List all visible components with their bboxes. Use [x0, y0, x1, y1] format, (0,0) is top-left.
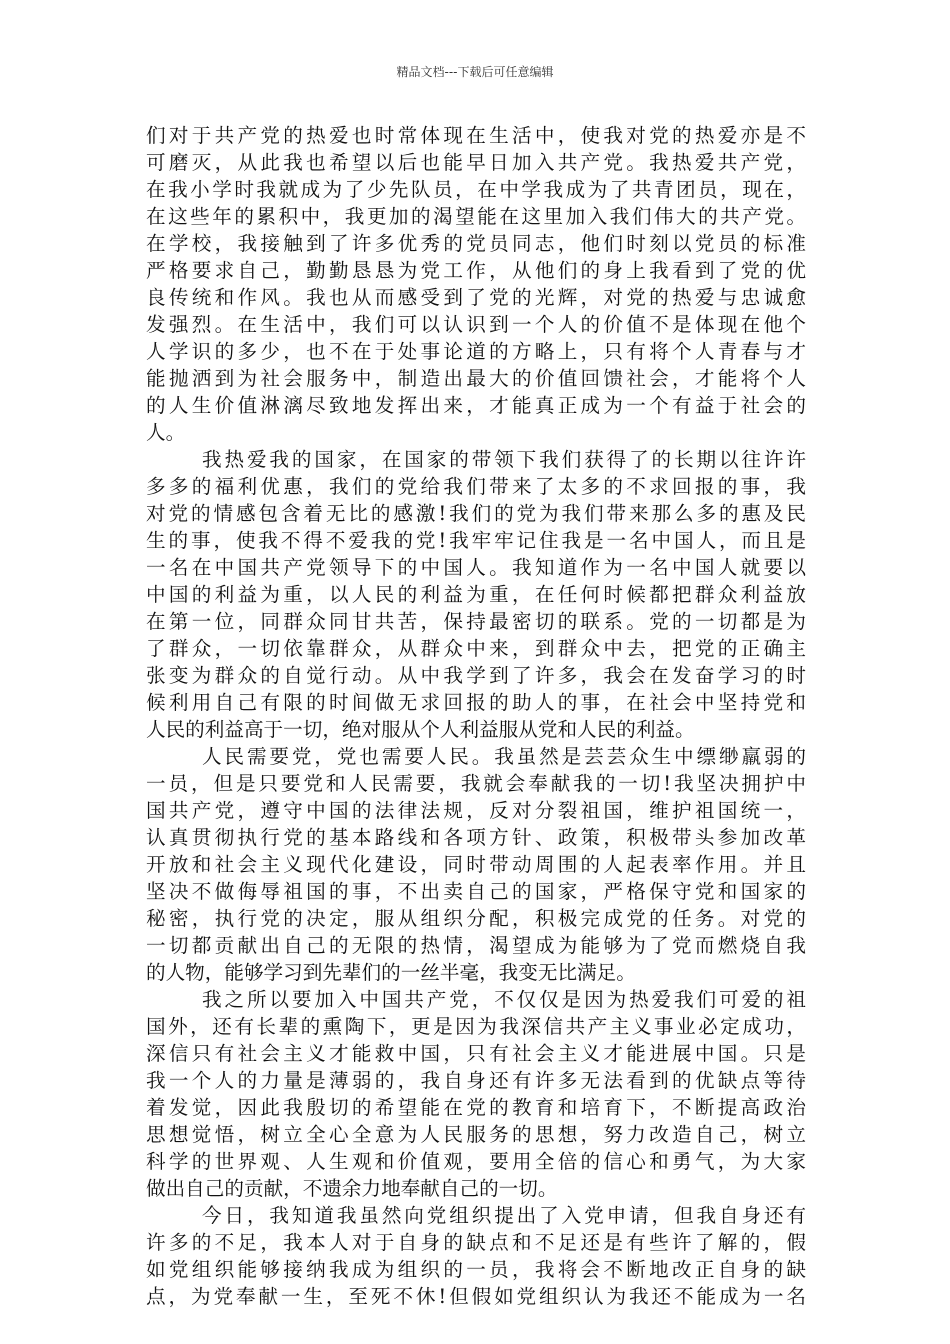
- text-line: 思想觉悟，树立全心全意为人民服务的思想，努力改造自己，树立: [146, 1123, 806, 1146]
- text-line: 开放和社会主义现代化建设，同时带动周围的人起表率作用。并且: [146, 853, 806, 876]
- text-line: 的人生价值淋漓尽致地发挥出来，才能真正成为一个有益于社会的: [146, 394, 806, 417]
- text-line: 国外，还有长辈的熏陶下，更是因为我深信共产主义事业必定成功，: [146, 1015, 806, 1038]
- text-line: 生的事，使我不得不爱我的党!我牢牢记住我是一名中国人，而且是: [146, 529, 806, 552]
- text-line: 一名在中国共产党领导下的中国人。我知道作为一名中国人就要以: [146, 556, 806, 579]
- text-line: 良传统和作风。我也从而感受到了党的光辉，对党的热爱与忠诚愈: [146, 286, 806, 309]
- text-line: 在这些年的累积中，我更加的渴望能在这里加入我们伟大的共产党。: [146, 205, 806, 228]
- text-line: 人民的利益高于一切，绝对服从个人利益服从党和人民的利益。: [146, 718, 695, 741]
- text-line: 我一个人的力量是薄弱的，我自身还有许多无法看到的优缺点等待: [146, 1069, 806, 1092]
- text-line: 在我小学时我就成为了少先队员，在中学我成为了共青团员，现在，: [146, 178, 806, 201]
- text-line: 秘密，执行党的决定，服从组织分配，积极完成党的任务。对党的: [146, 907, 806, 930]
- text-line: 我热爱我的国家，在国家的带领下我们获得了的长期以往许许: [202, 448, 806, 471]
- text-line: 深信只有社会主义才能救中国，只有社会主义才能进展中国。只是: [146, 1042, 806, 1065]
- text-line: 人学识的多少，也不在于处事论道的方略上，只有将个人青春与才: [146, 340, 806, 363]
- text-line: 国共产党，遵守中国的法律法规，反对分裂祖国，维护祖国统一，: [146, 799, 806, 822]
- page-header: 精品文档---下载后可任意编辑: [396, 65, 554, 79]
- text-line: 一切都贡献出自己的无限的热情，渴望成为能够为了党而燃烧自我: [146, 934, 806, 957]
- text-line: 做出自己的贡献，不遗余力地奉献自己的一切。: [146, 1177, 558, 1200]
- text-line: 一员，但是只要党和人民需要，我就会奉献我的一切!我坚决拥护中: [146, 772, 806, 795]
- text-line: 着发觉，因此我殷切的希望能在党的教育和培育下，不断提高政治: [146, 1096, 806, 1119]
- text-line: 许多的不足，我本人对于自身的缺点和不足还是有些许了解的，假: [146, 1231, 806, 1254]
- text-line: 对党的情感包含着无比的感激!我们的党为我们带来那么多的惠及民: [146, 502, 806, 525]
- text-line: 能抛洒到为社会服务中，制造出最大的价值回馈社会，才能将个人: [146, 367, 806, 390]
- document-body: [146, 122, 806, 1310]
- text-line: 的人物，能够学习到先辈们的一丝半毫，我变无比满足。: [146, 961, 636, 984]
- text-line: 候利用自己有限的时间做无求回报的助人的事，在社会中坚持党和: [146, 691, 806, 714]
- text-line: 科学的世界观、人生观和价值观，要用全倍的信心和勇气，为大家: [146, 1150, 806, 1173]
- text-line: 点，为党奉献一生，至死不休!但假如党组织认为我还不能成为一名: [146, 1285, 806, 1308]
- text-line: 在学校，我接触到了许多优秀的党员同志，他们时刻以党员的标准: [146, 232, 806, 255]
- text-line: 中国的利益为重，以人民的利益为重，在任何时候都把群众利益放: [146, 583, 806, 606]
- text-line: 们对于共产党的热爱也时常体现在生活中，使我对党的热爱亦是不: [146, 124, 806, 147]
- text-line: 认真贯彻执行党的基本路线和各项方针、政策，积极带头参加改革: [146, 826, 806, 849]
- text-line: 在第一位，同群众同甘共苦，保持最密切的联系。党的一切都是为: [146, 610, 806, 633]
- text-line: 发强烈。在生活中，我们可以认识到一个人的价值不是体现在他个: [146, 313, 806, 336]
- text-line: 张变为群众的自觉行动。从中我学到了许多，我会在发奋学习的时: [146, 664, 806, 687]
- text-line: 多多的福利优惠，我们的党给我们带来了太多的不求回报的事，我: [146, 475, 806, 498]
- text-line: 可磨灭，从此我也希望以后也能早日加入共产党。我热爱共产党，: [146, 151, 806, 174]
- text-line: 今日，我知道我虽然向党组织提出了入党申请，但我自身还有: [202, 1204, 806, 1227]
- text-line: 人民需要党，党也需要人民。我虽然是芸芸众生中缥缈羸弱的: [202, 745, 806, 768]
- text-line: 严格要求自己，勤勤恳恳为党工作，从他们的身上我看到了党的优: [146, 259, 806, 282]
- text-line: 人。: [146, 421, 186, 444]
- text-line: 我之所以要加入中国共产党，不仅仅是因为热爱我们可爱的祖: [202, 988, 806, 1011]
- text-line: 如党组织能够接纳我成为组织的一员，我将会不断地改正自身的缺: [146, 1258, 806, 1281]
- text-line: 了群众，一切依靠群众，从群众中来，到群众中去，把党的正确主: [146, 637, 806, 660]
- text-line: 坚决不做侮辱祖国的事，不出卖自己的国家，严格保守党和国家的: [146, 880, 806, 903]
